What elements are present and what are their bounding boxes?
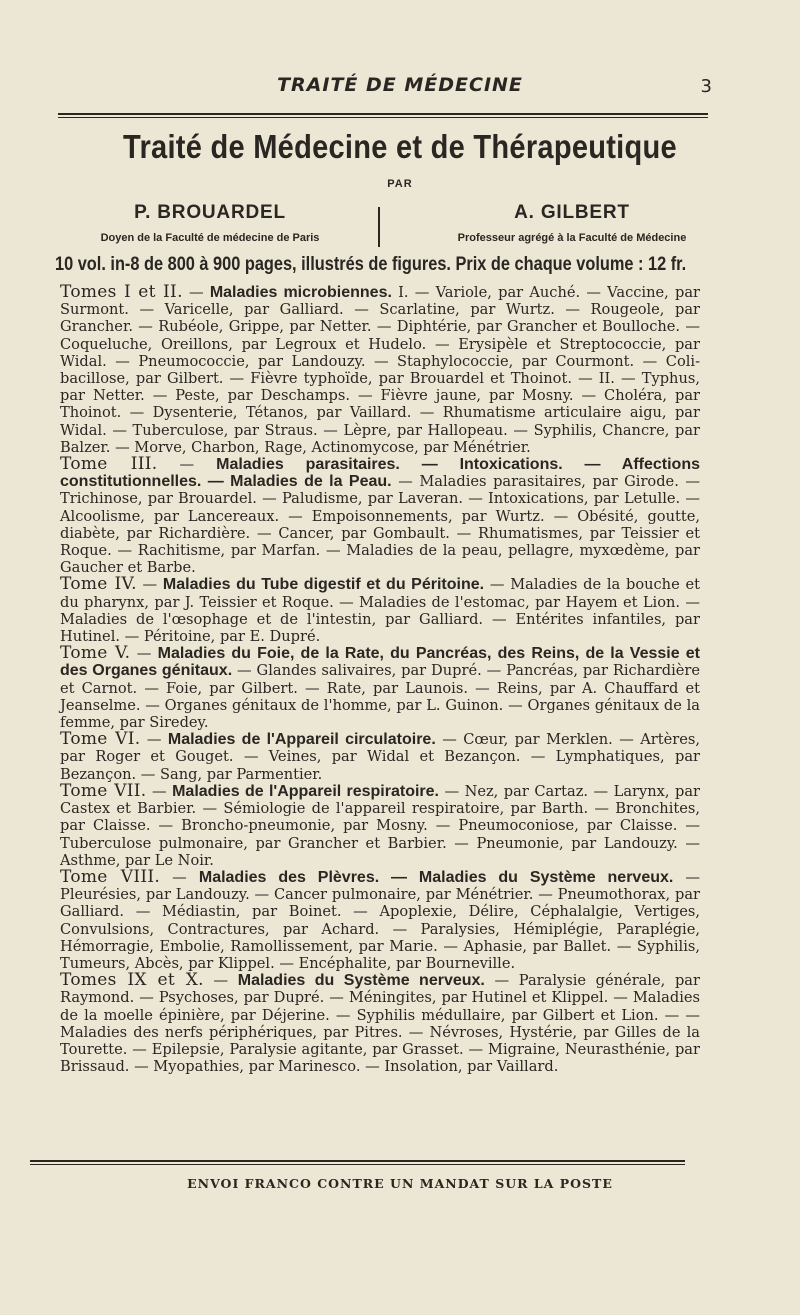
volume-tome: Tome IV. — [60, 574, 137, 595]
volume-tome: Tome VII. — [60, 780, 147, 801]
volume-tome: Tome VI. — [60, 729, 141, 750]
running-header — [0, 74, 800, 104]
volume-contents: — Paralysie générale, par Raymond. — Psychoses, par Dupré. — Méningites, par Hutinel et Klippel. — Maladies de la moelle épinière, par Déjerine. — Syphilis médullaire, par Gilbert et Lion. — — Maladies des nerfs périphériques, par Pitres. — Névroses, Hystérie, par Gilles de la Tourette. — Epilepsie, Paralysie agitante, par Grasset. — Migraine, Neurasthénie, par Brissaud. — Myopathies, par Marinesco. — Insolation, par Vaillard. — [60, 972, 700, 1076]
volume-subject: Maladies parasitaires. — Intoxications. — Affections constitutionnelles. — Maladies de la Peau. — [60, 456, 701, 491]
volume-tome: Tomes I et II. — [60, 282, 183, 302]
author-name: A. GILBERT — [514, 202, 630, 223]
volume-subject: Maladies du Tube digestif et du Péritoine. — [162, 576, 485, 594]
volume-contents: I. — Variole, par Auché. — Vaccine, par Surmont. — Varicelle, par Galliard. — Scarlatine, par Wurtz. — Rougeole, par Grancher. — Rubéole, Grippe, par Netter. — Diphtérie, par Grancher et Boulloche. — Coqueluche, Oreillons, par Legroux et Hudelo. — Erysipèle et Streptococcie, par Widal. — Pneumococcie, par Landouzy. — Staphylococcie, par Courmont. — Coli-bacillose, par Gilbert. — Fièvre typhoïde, par Brouardel et Thoinot. — II. — Typhus, par Netter. — Peste, par Deschamps. — Fièvre jaune, par Mosny. — Choléra, par Thoinot. — Dysenterie, Tétanos, par Vaillard. — Rhumatisme articulaire aigu, par Widal. — Tuberculose, par Straus. — Lèpre, par Hallopeau. — Syphilis, Chancre, par Balzer. — Morve, Charbon, Rage, Actinomycose, par Ménétrier. — [60, 284, 701, 456]
page-number: 3 — [700, 76, 712, 97]
author-affiliation: Doyen de la Faculté de médecine de Paris — [100, 232, 320, 244]
shipping-note: ENVOI FRANCO CONTRE UN MANDAT SUR LA POSTE — [187, 1176, 613, 1191]
book-title: Traité de Médecine et de Thérapeutique — [123, 128, 677, 165]
volume-entry: Tome VIII. — Maladies des Plèvres. — Maladies du Système nerveux. — Pleurésies, par Landouzy. — Cancer pulmonaire, par Ménétrier. — Pneumothorax, par Galliard. — Médiastin, par Boinet. — Apoplexie, Délire, Céphalalgie, Vertiges, Convulsions, Contractures, par Achard. — Paralysies, Hémiplégie, Paraplégie, Hémorragie, Embolie, Ramollissement, par Marie. — Aphasie, par Ballet. — Syphilis, Tumeurs, Abcès, par Klippel. — Encéphalite, par Bourneville. — [60, 866, 701, 972]
volume-entry: Tomes I et II. — Maladies microbiennes. I. — Variole, par Auché. — Vaccine, par Surmont. — Varicelle, par Galliard. — Scarlatine, par Wurtz. — Rougeole, par Grancher. — Rubéole, Grippe, par Netter. — Diphtérie, par Grancher et Boulloche. — Coqueluche, Oreillons, par Legroux et Hudelo. — Erysipèle et Streptococcie, par Widal. — Pneumococcie, par Landouzy. — Staphylococcie, par Courmont. — Coli-bacillose, par Gilbert. — Fièvre typhoïde, par Brouardel et Thoinot. — II. — Typhus, par Netter. — Peste, par Deschamps. — Fièvre jaune, par Mosny. — Choléra, par Thoinot. — Dysenterie, Tétanos, par Vaillard. — Rhumatisme articulaire aigu, par Widal. — Tuberculose, par Straus. — Lèpre, par Hallopeau. — Syphilis, Chancre, par Balzer. — Morve, Charbon, Rage, Actinomycose, par Ménétrier. — [60, 282, 701, 456]
volume-tome: Tomes IX et X. — [60, 970, 204, 991]
author-gilbert — [382, 202, 762, 244]
volume-tome: Tome III. — [60, 454, 158, 475]
author-divider — [378, 207, 380, 247]
volume-subject: Maladies des Plèvres. — Maladies du Système nerveux. — [198, 868, 674, 886]
volume-subject: Maladies de l'Appareil respiratoire. — [172, 782, 439, 800]
running-title: TRAITÉ DE MÉDECINE — [277, 74, 523, 96]
volume-subject: Maladies de l'Appareil circulatoire. — [167, 731, 436, 749]
volume-subject: Maladies microbiennes. — [209, 284, 392, 301]
volume-contents: — Maladies parasitaires, par Girode. — Trichinose, par Brouardel. — Paludisme, par Laveran. — Intoxications, par Letulle. — Alcoolisme, par Lancereaux. — Empoisonnements, par Wurtz. — Obésité, goutte, diabète, par Richardière. — Cancer, par Gombault. — Rhumatismes, par Teissier et Roque. — Rachitisme, par Marfan. — Maladies de la peau, pellagre, myxœdème, par Gaucher et Barbe. — [60, 473, 701, 577]
volume-subject: Maladies du Système nerveux. — [237, 972, 485, 990]
volume-contents: — Glandes salivaires, par Dupré. — Pancréas, par Richardière et Carnot. — Foie, par Gilbert. — Rate, par Launois. — Reins, par A. Chauffard et Jeanselme. — Organes génitaux de l'homme, par L. Guinon. — Organes génitaux de la femme, par Siredey. — [60, 662, 701, 732]
volume-tome: Tome VIII. — [60, 866, 161, 887]
volume-entry: Tome IV. — Maladies du Tube digestif et du Péritoine. — Maladies de la bouche et du pharynx, par J. Teissier et Roque. — Maladies de l'estomac, par Hayem et Lion. — Maladies de l'œsophage et de l'intestin, par Galliard. — Entérites infantiles, par Hutinel. — Péritoine, par E. Dupré. — [60, 574, 700, 646]
footer-rule-thin — [30, 1164, 685, 1165]
edition-info: 10 vol. in-8 de 800 à 900 pages, illustrés de figures. Prix de chaque volume : 12 fr. — [55, 254, 687, 275]
by-label: PAR — [387, 178, 413, 190]
volume-tome: Tome V. — [60, 643, 131, 664]
volume-subject: Maladies du Foie, de la Rate, du Pancréas, des Reins, de la Vessie et des Organes génitaux. — [60, 645, 700, 680]
volume-list — [60, 284, 700, 1075]
volume-contents: — Nez, par Cartaz. — Larynx, par Castex et Barbier. — Sémiologie de l'appareil respiratoire, par Barth. — Bronchites, par Claisse. — Broncho-pneumonie, par Mosny. — Pneumoconiose, par Claisse. — Tuberculose pulmonaire, par Grancher et Barbier. — Pneumonie, par Landouzy. — Asthme, par Le Noir. — [60, 782, 701, 869]
header-rule-thin — [58, 117, 708, 118]
author-brouardel — [50, 202, 370, 244]
author-name: P. BROUARDEL — [134, 202, 286, 223]
volume-contents: — Maladies de la bouche et du pharynx, par J. Teissier et Roque. — Maladies de l'estomac, par Hayem et Lion. — Maladies de l'œsophage et de l'intestin, par Galliard. — Entérites infantiles, par Hutinel. — Péritoine, par E. Dupré. — [60, 576, 700, 646]
footer-rule — [30, 1160, 685, 1162]
volume-entry: Tome III. — Maladies parasitaires. — Intoxications. — Affections constitutionnelles. — Maladies de la Peau. — Maladies parasitaires, par Girode. — Trichinose, par Brouardel. — Paludisme, par Laveran. — Intoxications, par Letulle. — Alcoolisme, par Lancereaux. — Empoisonnements, par Wurtz. — Obésité, goutte, diabète, par Richardière. — Cancer, par Gombault. — Rhumatismes, par Teissier et Roque. — Rachitisme, par Marfan. — Maladies de la peau, pellagre, myxœdème, par Gaucher et Barbe. — [60, 454, 701, 577]
volume-contents: — Pleurésies, par Landouzy. — Cancer pulmonaire, par Ménétrier. — Pneumothorax, par Galliard. — Médiastin, par Boinet. — Apoplexie, Délire, Céphalalgie, Vertiges, Convulsions, Contractures, par Achard. — Paralysies, Hémiplégie, Paraplégie, Hémorragie, Embolie, Ramollissement, par Marie. — Aphasie, par Ballet. — Syphilis, Tumeurs, Abcès, par Klippel. — Encéphalite, par Bourneville. — [60, 868, 701, 972]
volume-contents: — Cœur, par Merklen. — Artères, par Roger et Gouget. — Veines, par Widal et Bezançon. — Lymphatiques, par Bezançon. — Sang, par Parmentier. — [60, 731, 700, 783]
volume-entry: Tome V. — Maladies du Foie, de la Rate, du Pancréas, des Reins, de la Vessie et des Organes génitaux. — Glandes salivaires, par Dupré. — Pancréas, par Richardière et Carnot. — Foie, par Gilbert. — Rate, par Launois. — Reins, par A. Chauffard et Jeanselme. — Organes génitaux de l'homme, par L. Guinon. — Organes génitaux de la femme, par Siredey. — [60, 643, 701, 732]
volume-entry: Tome VII. — Maladies de l'Appareil respiratoire. — Nez, par Cartaz. — Larynx, par Castex et Barbier. — Sémiologie de l'appareil respiratoire, par Barth. — Bronchites, par Claisse. — Broncho-pneumonie, par Mosny. — Pneumoconiose, par Claisse. — Tuberculose pulmonaire, par Grancher et Barbier. — Pneumonie, par Landouzy. — Asthme, par Le Noir. — [60, 780, 701, 869]
author-affiliation: Professeur agrégé à la Faculté de Médecine — [457, 232, 687, 244]
volume-entry: Tome VI. — Maladies de l'Appareil circulatoire. — Cœur, par Merklen. — Artères, par Roger et Gouget. — Veines, par Widal et Bezançon. — Lymphatiques, par Bezançon. — Sang, par Parmentier. — [60, 729, 700, 783]
volume-entry: Tomes IX et X. — Maladies du Système nerveux. — Paralysie générale, par Raymond. — Psychoses, par Dupré. — Méningites, par Hutinel et Klippel. — Maladies de la moelle épinière, par Déjerine. — Syphilis médullaire, par Gilbert et Lion. — — Maladies des nerfs périphériques, par Pitres. — Névroses, Hystérie, par Gilles de la Tourette. — Epilepsie, Paralysie agitante, par Grasset. — Migraine, Neurasthénie, par Brissaud. — Myopathies, par Marinesco. — Insolation, par Vaillard. — [60, 970, 700, 1076]
header-rule — [58, 113, 708, 115]
